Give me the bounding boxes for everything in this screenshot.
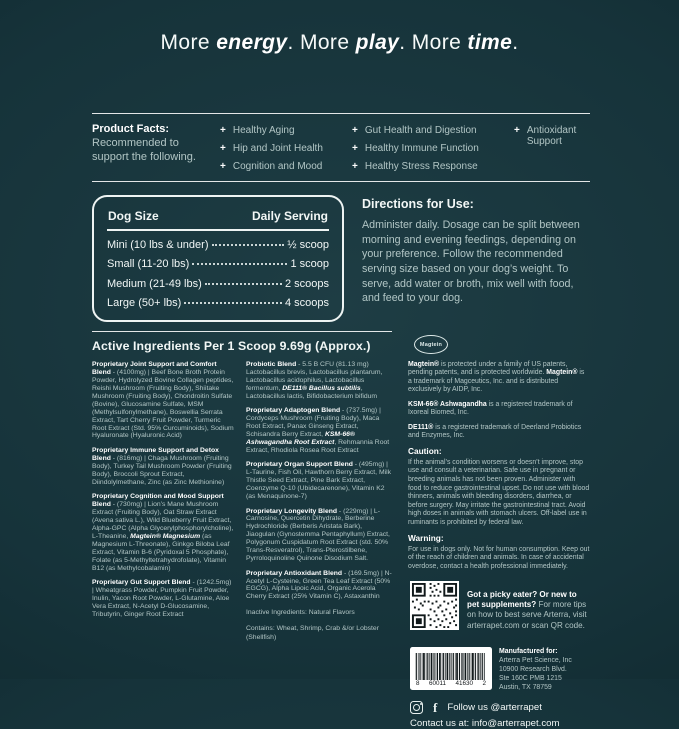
longevity-blend: Proprietary Longevity Blend - (229mg) | L-Carnosine, Quercetin Dihydrate, Berberine Hydrochloride (Berberis Aristata Bark), Jiaogulan (Gynostemma Pentaphyllum) Extract, Polygonum Cuspidatum Root Extract (std. 50% Trans-Resveratrol), Trans-Pterostilbene, Pyrroloquinoline Quinone Disodium Salt.: [246, 507, 390, 563]
benefit-label: Healthy Immune Function: [364, 143, 479, 154]
dotted-leader: [212, 244, 285, 246]
immune-detox-blend: Proprietary Immune Support and Detox Blend - (816mg) | Chaga Mushroom (Fruiting Body), Turkey Tail Mushroom Powder (Fruiting Body), Broccoli Sprout Extract, Diindolylmethane, Zinc (as Zinc Methionine): [92, 446, 232, 486]
qr-section: [408, 581, 590, 640]
benefit-label: Cognition and Mood: [232, 161, 323, 172]
plus-bullet-icon: +: [352, 143, 358, 154]
social-row: [410, 701, 590, 714]
follow-text: Follow us @arterrapet: [447, 702, 542, 714]
manufacturer-title: Manufactured for:: [499, 648, 558, 656]
product-facts-title: Product Facts:: [92, 123, 170, 135]
facebook-icon: f: [433, 700, 438, 716]
plus-bullet-icon: +: [514, 125, 520, 136]
qr-code-icon: [410, 581, 459, 630]
qr-promo-text: Got a picky eater? Or new to pet supplements? For more tips on how to best serve Arterra, visit arterrapet.com or scan QR code.: [467, 589, 587, 630]
benefit-item: [352, 161, 504, 172]
inactive-ingredients: Inactive Ingredients: Natural Flavors: [246, 609, 355, 617]
benefit-item: [352, 143, 504, 154]
adaptogen-blend: Proprietary Adaptogen Blend - (737.5mg) | Cordyceps Mushroom (Fruiting Body), Maca Root Extract, Panax Ginseng Extract, Schisandra Berry Extract, KSM-66® Ashwagandha Root Extract, Rehmannia Root Extract, Rhodiola Rosea Root Extract: [246, 407, 390, 454]
product-facts-col-3: [514, 125, 590, 172]
table-row: [107, 278, 329, 290]
benefit-item: [220, 143, 342, 154]
plus-bullet-icon: +: [220, 125, 226, 136]
table-row: [107, 297, 329, 309]
benefit-label: Hip and Joint Health: [232, 143, 323, 154]
serving-value: 2 scoops: [284, 277, 329, 290]
active-ingredients-section: [92, 331, 392, 729]
probiotic-blend: Probiotic Blend - 5.5 B CFU (81.13 mg) Lactobacillus brevis, Lactobacillus plantarum, Lactobacillus acidophilus, Lactobacillus fermentum, DE111® Bacillus subtilis, Lactobacillus lactis, Bifidobacterium bifidum: [246, 361, 383, 400]
cognition-mood-blend: Proprietary Cognition and Mood Support Blend - (730mg) | Lion’s Mane Mushroom Extract (Fruiting Body), Oat Straw Extract (Avena sativa L.), Wild Blueberry Fruit Extract, Alpha-GPC (Alpha Glycerylphosphorylcholine), L-Theanine, Magtein® Magnesium (as Magnesium L-Threonate), Ginkgo Biloba Leaf Extract, Vitamin B-6 (Pyridoxal 5 Phosphate), Folate (as 5-Methyltetrahydrofolate), Vitamin B12 (as Methylcobalamin): [92, 493, 234, 572]
divider-ingredients: [92, 331, 392, 332]
ingredients-col-1: [92, 361, 234, 642]
caution-body: If the animal’s condition worsens or doesn’t improve, stop use and consult a veterinarian. Safe use in pregnant or breeding animals has not been proven. Administer with food to reduce gastrointestinal upset. Do not use with blood thinners, animals with bleeding disorders, diarrhea, or before surgery. May irritate the gastrointestinal tract. Avoid high doses in animals with stomach ulcers. Off-label use in ruminants is prohibited by federal law.: [408, 458, 590, 526]
barcode-digit-group: 60011: [428, 680, 447, 688]
dotted-leader: [192, 263, 287, 265]
manufacturer-line: Ste 160C PMB 1215: [499, 674, 562, 682]
plus-bullet-icon: +: [220, 143, 226, 154]
label-content: [92, 113, 590, 729]
divider-middle: [92, 181, 590, 182]
joint-support-blend: Proprietary Joint Support and Comfort Blend - (4100mg) | Beef Bone Broth Protein Powder, Hydrolyzed Bovine Collagen peptides, Reishi Mushroom (Fruiting Body), Shiitake Mushroom (Fruiting Body), Chondroitin Sulfate (Bovine), Glucosamine Sulfate, MSM (Methylsulfonylmethane), Boswellia Serrata Extract, Tart Cherry Fruit Powder, Turmeric Root Extract (Std. 95% Curcuminoids), Sodium Hyaluronate (Hyaluronic Acid): [92, 361, 234, 440]
benefit-item: [352, 125, 504, 136]
manufacturer-line: Arterra Pet Science, Inc: [499, 657, 572, 665]
product-facts-subtitle: Recommended to support the following.: [92, 136, 196, 163]
serving-table-header: [107, 207, 329, 231]
organ-support-blend: Proprietary Organ Support Blend - (495mg) | L-Taurine, Fish Oil, Hawthorn Berry Extract, Milk Thistle Seed Extract, Pine Bark Extract, Coenzyme Q-10 (Ubidecarenone), Vitamin K2 (as Menaquinone-7): [246, 461, 392, 501]
upc-barcode: [410, 647, 492, 690]
barcode-section: [408, 647, 590, 692]
product-facts-columns: [220, 123, 590, 172]
manufacturer-line: 10900 Research Blvd.: [499, 665, 567, 673]
product-facts-col-2: [352, 125, 504, 172]
benefit-item: [220, 161, 342, 172]
serving-value: 1 scoop: [290, 258, 329, 270]
instagram-icon: [410, 701, 423, 714]
ksm66-trademark-notice: KSM-66® Ashwagandha is a registered trademark of Ixoreal Biomed, Inc.: [408, 400, 573, 417]
serving-value: 4 scoops: [284, 297, 329, 309]
table-row: [107, 258, 329, 270]
directions-body: Administer daily. Dosage can be split between morning and evening feedings, depending on your preference. Follow the recommended serving size based on your dog’s weight. To serve, add water or broth, mix well with food, and feed to your dog.: [362, 219, 580, 305]
directions-section: [362, 195, 590, 322]
product-facts-section: [92, 114, 590, 181]
benefit-item: [220, 125, 342, 136]
manufacturer-line: Austin, TX 78759: [499, 683, 552, 691]
plus-bullet-icon: +: [352, 125, 358, 136]
dog-size-value: Large (50+ lbs): [107, 297, 182, 309]
dog-size-header: Dog Size: [108, 209, 159, 223]
allergen-statement: Contains: Wheat, Shrimp, Crab &/or Lobster (Shellfish): [246, 625, 379, 641]
barcode-bars-icon: [415, 653, 487, 680]
social-section: [410, 701, 590, 729]
barcode-digit-group: 2: [482, 680, 486, 688]
gut-support-blend: Proprietary Gut Support Blend - (1242.5mg) | Wheatgrass Powder, Pumpkin Fruit Powder, Inulin, Yacon Root Powder, L-Glutamine, Aloe Vera Extract, N-Acetyl D-Glucosamine, Tributyrin, Ginger Root Extract: [92, 578, 232, 618]
barcode-digits: [415, 681, 487, 687]
warning-title: Warning:: [408, 533, 444, 544]
directions-title: Directions for Use:: [362, 197, 474, 211]
product-facts-label: [92, 123, 208, 172]
dog-size-value: Mini (10 lbs & under): [107, 238, 209, 251]
magtein-trademark-notice: Magtein® is protected under a family of US patents, pending patents, and is protected worldwide. Magtein® is a trademark of Magceutics, Inc. and is distributed exclusively by AIDP, Inc.: [408, 361, 585, 394]
barcode-digit-group: 8: [416, 680, 420, 688]
serving-directions-row: [92, 195, 590, 322]
barcode-digit-group: 41630: [455, 680, 474, 688]
plus-bullet-icon: +: [352, 161, 358, 172]
daily-serving-header: Daily Serving: [251, 209, 328, 223]
benefit-label: Healthy Stress Response: [364, 161, 478, 172]
benefit-label: Gut Health and Digestion: [364, 125, 477, 136]
contact-text: Contact us at: info@arterrapet.com: [410, 718, 560, 729]
dog-size-value: Medium (21-49 lbs): [107, 277, 202, 290]
dog-size-value: Small (11-20 lbs): [107, 258, 190, 270]
serving-size-table: [92, 195, 344, 322]
magtein-seal-icon: Magtein: [414, 335, 448, 354]
serving-value: ½ scoop: [287, 238, 329, 251]
dotted-leader: [184, 302, 282, 304]
antioxidant-blend: Proprietary Antioxidant Blend - (169.5mg) | N-Acetyl L-Cysteine, Green Tea Leaf Extract (50% EGCG), Alpha Lipoic Acid, Organic Acerola Cherry Extract (25% Vitamin C), Astaxanthin: [246, 569, 392, 601]
ingredients-columns: [92, 361, 392, 642]
ingredients-legal-row: [92, 331, 590, 729]
benefit-item: [514, 125, 590, 147]
table-row: [107, 239, 329, 251]
dotted-leader: [205, 283, 282, 285]
manufacturer-info: [499, 647, 572, 692]
benefit-label: Healthy Aging: [232, 125, 295, 136]
de111-trademark-notice: DE111® is a registered trademark of Deerland Probiotics and Enzymes, Inc.: [408, 423, 582, 439]
tagline: More energy. More play. More time.: [160, 31, 519, 54]
caution-title: Caution:: [408, 446, 442, 457]
product-facts-col-1: [220, 125, 342, 172]
plus-bullet-icon: +: [220, 161, 226, 172]
legal-column: [408, 331, 590, 729]
active-ingredients-heading: Active Ingredients Per 1 Scoop 9.69g (Approx.): [92, 339, 371, 353]
ingredients-col-2: [246, 361, 392, 642]
warning-body: For use in dogs only. Not for human consumption. Keep out of the reach of children and animals. In case of accidental overdose, contact a health professional immediately.: [408, 545, 590, 570]
benefit-label: Antioxidant Support: [526, 125, 577, 147]
